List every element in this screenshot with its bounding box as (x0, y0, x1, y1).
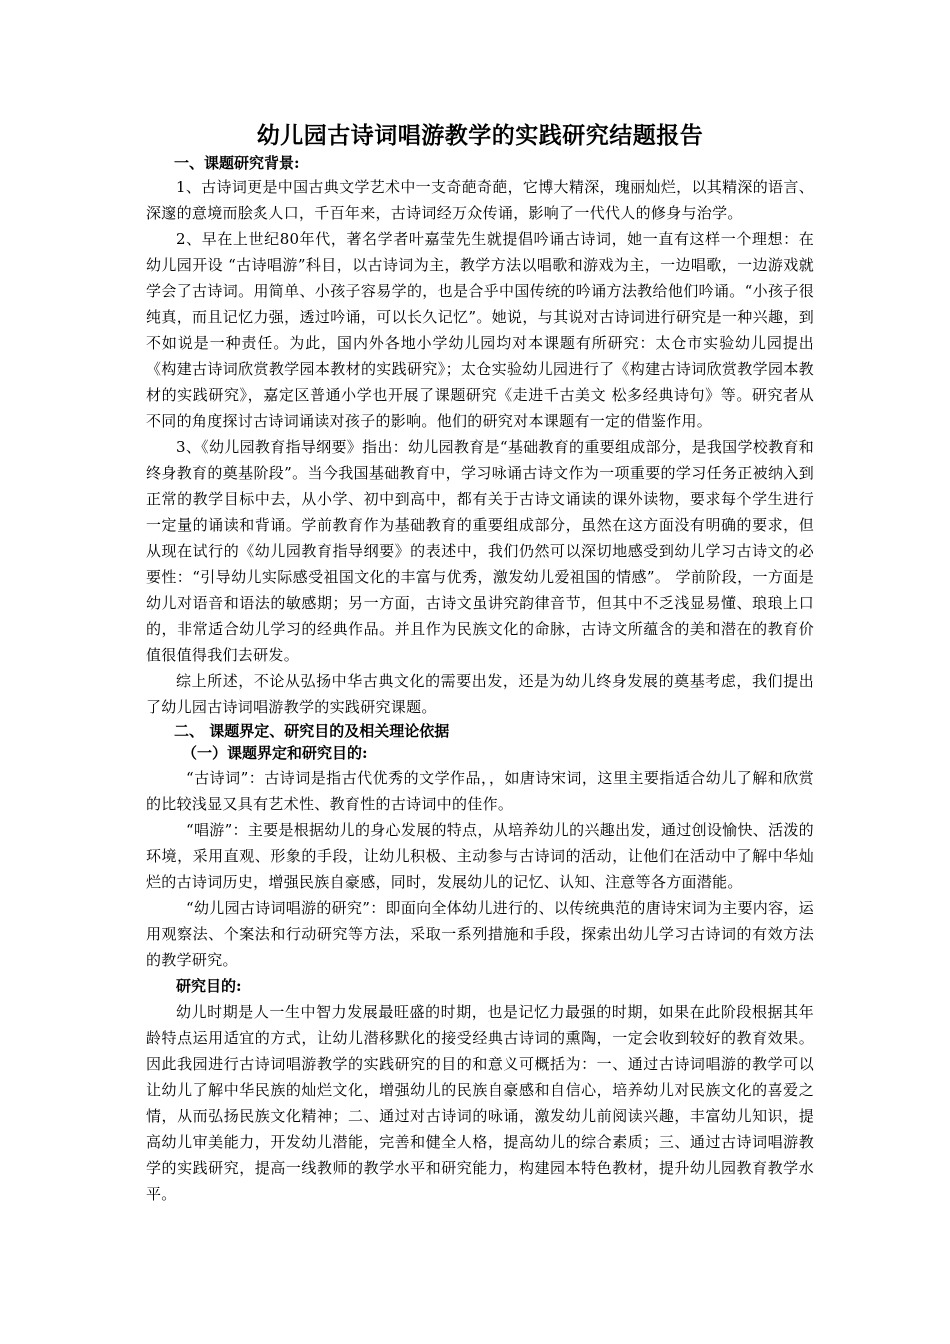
paragraph-summary: 综上所述，不论从弘扬中华古典文化的需要出发，还是为幼儿终身发展的奠基考虑，我们提出了幼儿园古诗词唱游教学的实践研究课题。 (146, 672, 814, 716)
document-title: 幼儿园古诗词唱游教学的实践研究结题报告 (256, 122, 704, 149)
definition-research: “幼儿园古诗词唱游的研究”：即面向全体幼儿进行的、以传统典范的唐诗宋词为主要内容，运用观察法、个案法和行动研究等方法，采取一系列措施和手段，探索出幼儿学习古诗词的有效方法的教学研究。 (146, 899, 814, 969)
section-heading-definition: 二、 课题界定、研究目的及相关理论依据 (174, 722, 450, 740)
paragraph-background-3: 3、《幼儿园教育指导纲要》指出：幼儿园教育是“基础教育的重要组成部分，是我国学校教育和终身教育的奠基阶段”。当今我国基础教育中，学习咏诵古诗文作为一项重要的学习任务正被纳入到正常的教学目标中去，从小学、初中到高中，都有关于古诗文诵读的课外读物，要求每个学生进行一定量的诵读和背诵。学前教育作为基础教育的重要组成部分，虽然在这方面没有明确的要求，但从现在试行的《幼儿园教育指导纲要》的表述中，我们仍然可以深切地感受到幼儿学习古诗文的必要性：“引导幼儿实际感受祖国文化的丰富与优秀，激发幼儿爱祖国的情感”。 学前阶段，一方面是幼儿对语音和语法的敏感期；另一方面，古诗文虽讲究韵律音节，但其中不乏浅显易懂、琅琅上口的，非常适合幼儿学习的经典作品。并且作为民族文化的命脉，古诗文所蕴含的美和潜在的教育价值很值得我们去研发。 (146, 438, 814, 664)
definition-ancient-poetry: “古诗词”：古诗词是指古代优秀的文学作品，，如唐诗宋词，这里主要指适合幼儿了解和欣赏的比较浅显又具有艺术性、教育性的古诗词中的佳作。 (146, 769, 814, 813)
paragraph-background-2: 2、早在上世纪80年代，著名学者叶嘉莹先生就提倡吟诵古诗词，她一直有这样一个理想：在幼儿园开设 “古诗唱游”科目，以古诗词为主，教学方法以唱歌和游戏为主，一边唱歌，一边游戏就学会了古诗词。用简单、小孩子容易学的，也是合乎中国传统的吟诵方法教给他们吟诵。“小孩子很纯真，而且记忆力强，透过吟诵，可以长久记忆”。她说，与其说对古诗词进行研究是一种兴趣，到不如说是一种责任。为此，国内外各地小学幼儿园均对本课题有所研究：太仓市实验幼儿园提出《构建古诗词欣赏教学园本教材的实践研究》；太仓实验幼儿园进行了《构建古诗词欣赏教学园本教材的实践研究》，嘉定区普通小学也开展了课题研究《走进千古美文 松多经典诗句》等。研究者从不同的角度探讨古诗词诵读对孩子的影响。他们的研究对本课题有一定的借鉴作用。 (146, 230, 814, 430)
section-heading-background: 一、课题研究背景: (174, 154, 300, 172)
research-purpose-text: 幼儿时期是人一生中智力发展最旺盛的时期，也是记忆力最强的时期，如果在此阶段根据其年龄特点运用适宜的方式，让幼儿潜移默化的接受经典古诗词的熏陶，一定会收到较好的教育效果。因此我园进行古诗词唱游教学的实践研究的目的和意义可概括为：一、通过古诗词唱游的教学可以让幼儿了解中华民族的灿烂文化，增强幼儿的民族自豪感和自信心，培养幼儿对民族文化的喜爱之情，从而弘扬民族文化精神；二、通过对古诗词的咏诵，激发幼儿前阅读兴趣，丰富幼儿知识，提高幼儿审美能力，开发幼儿潜能，完善和健全人格，提高幼儿的综合素质；三、通过古诗词唱游教学的实践研究，提高一线教师的教学水平和研究能力，构建园本特色教材，提升幼儿园教育教学水平。 (146, 1003, 814, 1203)
definition-singing-games: “唱游”：主要是根据幼儿的身心发展的特点，从培养幼儿的兴趣出发，通过创设愉快、活泼的环境，采用直观、形象的手段，让幼儿积极、主动参与古诗词的活动，让他们在活动中了解中华灿烂的古诗词历史，增强民族自豪感，同时，发展幼儿的记忆、认知、注意等各方面潜能。 (146, 821, 814, 891)
paragraph-background-1: 1、古诗词更是中国古典文学艺术中一支奇葩奇葩，它博大精深，瑰丽灿烂，以其精深的语言、深邃的意境而脍炙人口，千百年来，古诗词经万众传诵，影响了一代代人的修身与治学。 (146, 178, 814, 222)
subsection-heading-definition: （一）课题界定和研究目的: (182, 744, 368, 762)
research-purpose-label: 研究目的: (176, 977, 242, 995)
document-body (146, 120, 814, 1207)
